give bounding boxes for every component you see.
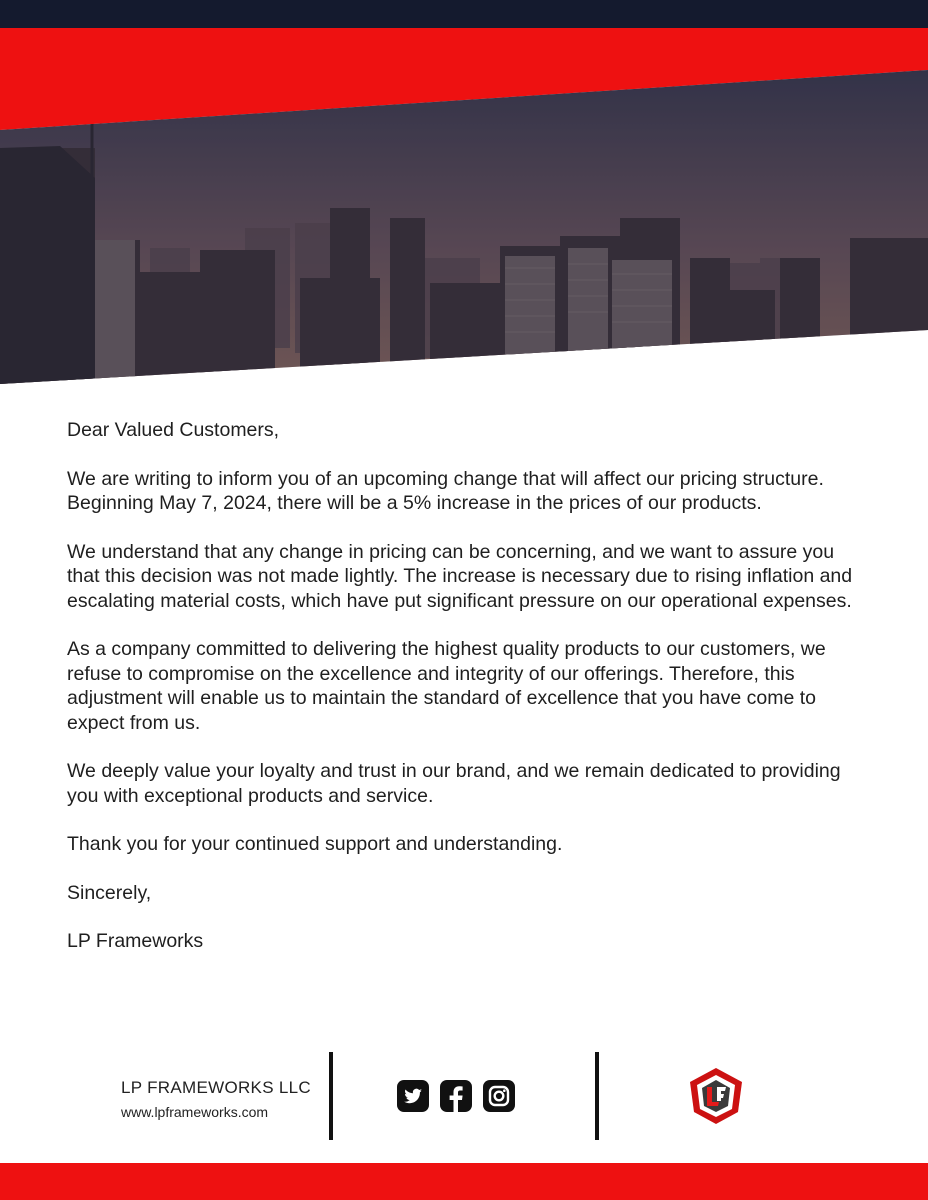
letter-paragraph: We understand that any change in pricing can be concerning, and we want to assure you that this decision was not made lightly. The increase is necessary due to rising inflation and escalating material costs, which have put significant pressure on our operational expenses.	[67, 540, 853, 612]
letter-greeting: Dear Valued Customers,	[67, 419, 280, 441]
top-navy-bar	[0, 0, 928, 28]
header-banner	[0, 28, 928, 384]
company-name: LP FRAMEWORKS LLC	[121, 1078, 311, 1097]
footer-divider	[595, 1052, 599, 1140]
lp-frameworks-logo	[688, 1066, 744, 1126]
footer-company-info	[121, 1078, 311, 1120]
letter-paragraph: As a company committed to delivering the highest quality products to our customers, we refuse to compromise on the excellence and integrity of our offerings. Therefore, this adjustment will enable us to maintain the standard of excellence that you have come to expect from us.	[67, 638, 826, 734]
letter-paragraph: Thank you for your continued support and understanding.	[67, 833, 563, 855]
bottom-red-bar	[0, 1163, 928, 1200]
footer-divider	[329, 1052, 333, 1140]
instagram-icon[interactable]	[483, 1080, 515, 1112]
letter-signature: LP Frameworks	[67, 930, 204, 952]
facebook-icon[interactable]	[440, 1080, 472, 1112]
twitter-icon[interactable]	[397, 1080, 429, 1112]
letter-body	[67, 418, 867, 978]
letter-paragraph: We deeply value your loyalty and trust in our brand, and we remain dedicated to providing you with exceptional products and service.	[67, 760, 841, 807]
social-icons	[397, 1080, 515, 1112]
company-website-link[interactable]: www.lpframeworks.com	[121, 1104, 269, 1120]
letter-closing: Sincerely,	[67, 881, 152, 904]
letter-paragraph: We are writing to inform you of an upcoming change that will affect our pricing structure. Beginning May 7, 2024, there will be a 5% increase in the prices of our products.	[67, 467, 824, 514]
